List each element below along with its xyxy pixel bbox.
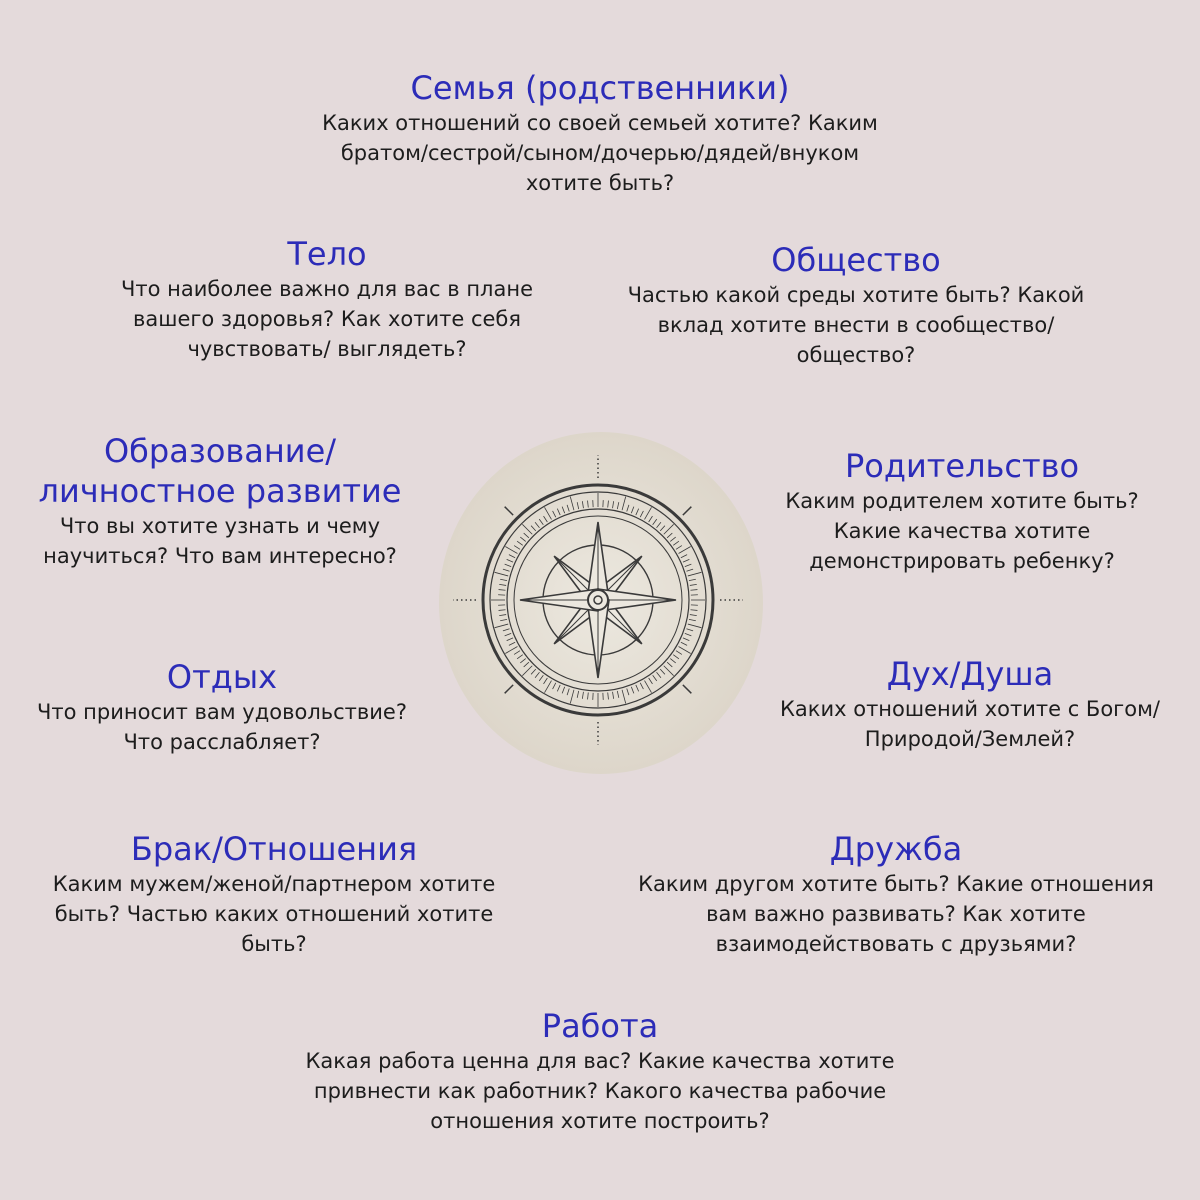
- section-work-desc-line: отношения хотите построить?: [430, 1109, 770, 1133]
- section-marriage-desc-line: Каким мужем/женой/партнером хотите: [52, 872, 496, 896]
- section-parenting-desc-line: Какие качества хотите: [833, 519, 1091, 543]
- section-society-title: Общество: [771, 241, 941, 279]
- section-friendship-desc-line: вам важно развивать? Как хотите: [706, 902, 1086, 926]
- section-family-desc-line: Каких отношений со своей семьей хотите? Каким: [322, 111, 878, 135]
- section-education-desc-line: научиться? Что вам интересно?: [43, 544, 397, 568]
- section-education-title-line: личностное развитие: [38, 472, 402, 510]
- section-work-title: Работа: [541, 1007, 659, 1045]
- section-family-desc-line: хотите быть?: [525, 171, 675, 195]
- compass-rose-icon: [438, 432, 764, 775]
- section-marriage: [24, 829, 524, 959]
- section-body-desc-line: чувствовать/ выглядеть?: [187, 337, 467, 361]
- section-family-desc-line: братом/сестрой/сыном/дочерью/дядей/внуком: [340, 141, 860, 165]
- section-rest-desc-line: Что расслабляет?: [123, 730, 321, 754]
- section-education-title-line: Образование/: [103, 432, 337, 470]
- section-family: [250, 68, 950, 198]
- section-friendship-desc-line: взаимодействовать с друзьями?: [715, 932, 1077, 956]
- section-society-desc-line: Частью какой среды хотите быть? Какой: [627, 283, 1085, 307]
- section-body-desc-line: вашего здоровья? Как хотите себя: [132, 307, 522, 331]
- section-marriage-title: Брак/Отношения: [130, 830, 418, 868]
- section-parenting-desc-line: демонстрировать ребенку?: [809, 549, 1115, 573]
- section-marriage-desc-line: быть? Частью каких отношений хотите: [54, 902, 494, 926]
- section-rest-title: Отдых: [166, 658, 278, 696]
- section-rest: [12, 657, 432, 757]
- section-society-desc-line: вклад хотите внести в сообщество/: [657, 313, 1055, 337]
- section-parenting-desc-line: Каким родителем хотите быть?: [785, 489, 1139, 513]
- section-work-desc-line: Какая работа ценна для вас? Какие качества хотите: [305, 1049, 895, 1073]
- section-spirit: [752, 654, 1188, 754]
- section-spirit-desc-line: Каких отношений хотите с Богом/: [780, 697, 1160, 721]
- section-friendship-desc-line: Каким другом хотите быть? Какие отношения: [638, 872, 1154, 896]
- section-spirit-title: Дух/Душа: [886, 655, 1054, 693]
- section-work: [240, 1006, 960, 1136]
- section-society: [586, 240, 1126, 370]
- section-education: [10, 431, 430, 571]
- section-marriage-desc-line: быть?: [241, 932, 307, 956]
- compass-center: [588, 590, 608, 610]
- section-education-desc-line: Что вы хотите узнать и чему: [59, 514, 381, 538]
- section-friendship: [600, 829, 1192, 959]
- section-body: [77, 234, 577, 364]
- section-body-desc-line: Что наиболее важно для вас в плане: [121, 277, 533, 301]
- section-parenting: [752, 446, 1172, 576]
- section-friendship-title: Дружба: [829, 830, 963, 868]
- section-spirit-desc-line: Природой/Землей?: [864, 727, 1076, 751]
- section-work-desc-line: привнести как работник? Какого качества рабочие: [313, 1079, 887, 1103]
- section-parenting-title: Родительство: [844, 447, 1080, 485]
- section-family-title: Семья (родственники): [410, 69, 790, 107]
- section-body-title: Тело: [287, 235, 367, 273]
- section-rest-desc-line: Что приносит вам удовольствие?: [37, 700, 407, 724]
- section-society-desc-line: общество?: [796, 343, 916, 367]
